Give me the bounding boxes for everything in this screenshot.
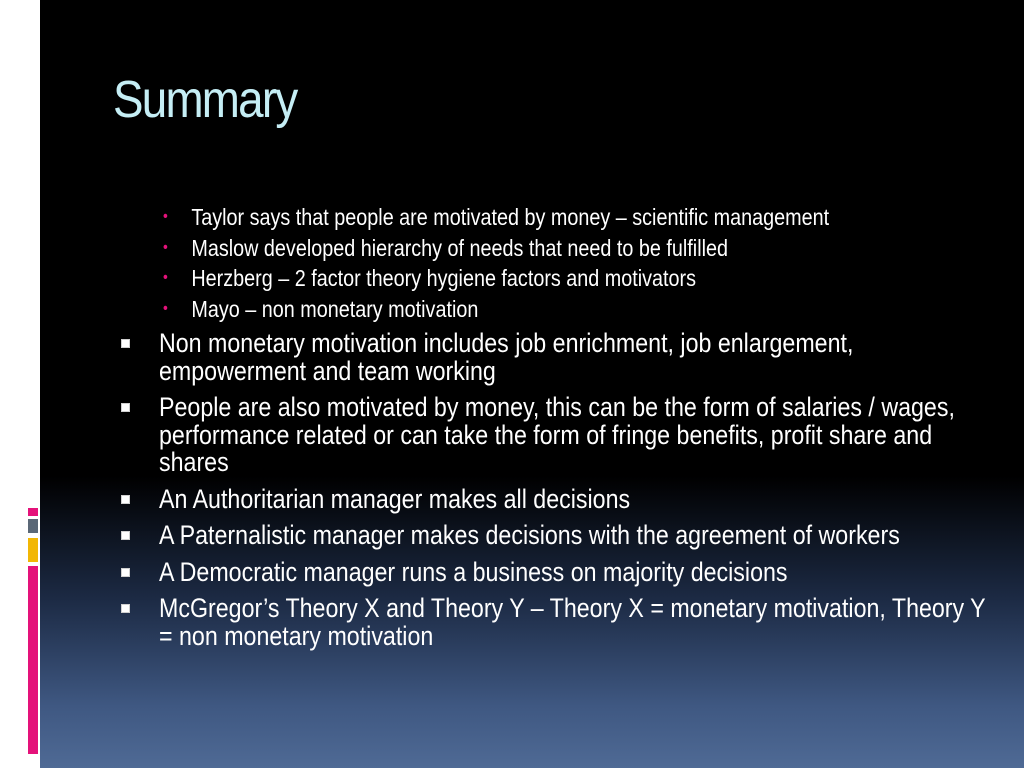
main-bullet-item (121, 394, 991, 477)
square-bullet-icon (121, 531, 130, 540)
slide-title: Summary (113, 71, 297, 129)
sub-bullet-list (163, 202, 938, 324)
main-bullet-text: Non monetary motivation includes job enrichment, job enlargement, empowerment and team working (159, 328, 854, 386)
square-bullet-icon (121, 403, 130, 412)
bullet-dot-icon: • (163, 269, 168, 286)
pink-stripe (28, 566, 38, 754)
main-bullet-item (121, 483, 991, 514)
main-bullet-text: People are also motivated by money, this can be the form of salaries / wages, performance related or can take the form of fringe benefits, profit share and shares (159, 392, 955, 477)
sub-bullet-text: Taylor says that people are motivated by money – scientific management (191, 204, 830, 230)
square-bullet-icon (121, 604, 130, 613)
main-bullet-item (121, 556, 991, 587)
top-stripe (33, 0, 35, 152)
square-bullet-icon (121, 568, 130, 577)
bullet-dot-icon: • (163, 299, 168, 317)
sub-bullet-item (163, 233, 829, 264)
sub-bullet-text: Maslow developed hierarchy of needs that need to be fulfilled (191, 234, 728, 261)
main-bullet-item (121, 522, 991, 550)
gray-stripe (28, 519, 38, 533)
sub-bullet-item (163, 263, 829, 294)
main-bullet-text: A Paternalistic manager makes decisions with the agreement of workers (159, 520, 900, 550)
top-stripe (36, 0, 40, 152)
main-bullet-list (121, 330, 991, 659)
main-bullet-text: An Authoritarian manager makes all decisions (159, 483, 631, 514)
main-bullet-text: A Democratic manager runs a business on majority decisions (159, 556, 788, 587)
bullet-dot-icon: • (163, 238, 168, 256)
square-bullet-icon (121, 495, 130, 504)
bullet-dot-icon: • (163, 208, 168, 225)
sub-bullet-text: Herzberg – 2 factor theory hygiene factors and motivators (191, 265, 697, 291)
yellow-stripe (28, 538, 38, 562)
sub-bullet-item (163, 202, 829, 233)
sub-bullet-text: Mayo – non monetary motivation (191, 295, 479, 322)
pink-stripe (28, 508, 38, 516)
main-bullet-item (121, 330, 991, 385)
square-bullet-icon (121, 339, 130, 348)
main-bullet-item (121, 595, 991, 650)
main-bullet-text: McGregor’s Theory X and Theory Y – Theory X = monetary motivation, Theory Y = non monetary motivation (159, 593, 986, 651)
top-stripe (28, 0, 32, 152)
sub-bullet-item (163, 294, 829, 325)
